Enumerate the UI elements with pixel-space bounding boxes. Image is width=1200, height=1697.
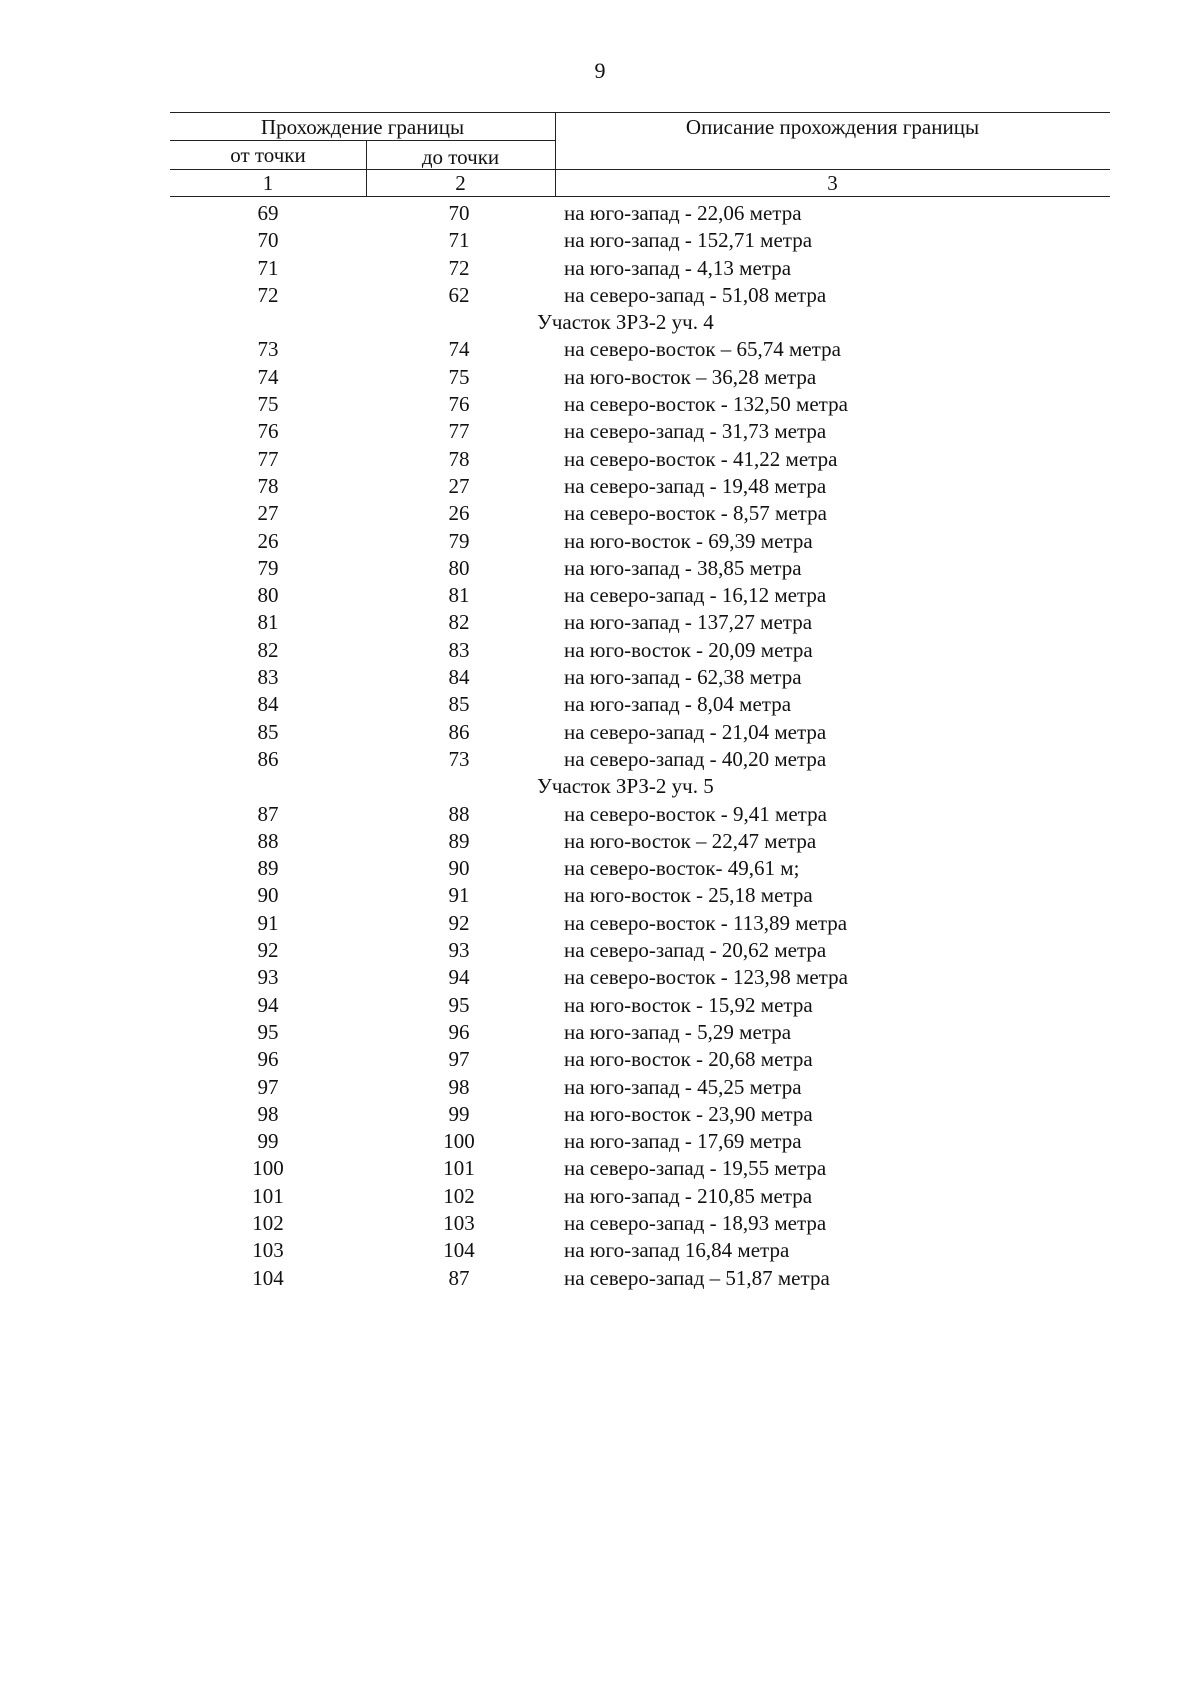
- boundary-description: на юго-запад - 152,71 метра: [564, 228, 813, 253]
- from-point: 88: [257, 828, 279, 853]
- from-point: 27: [257, 501, 279, 526]
- to-point: 89: [448, 828, 470, 853]
- boundary-description: на юго-запад 16,84 метра: [564, 1238, 790, 1263]
- table-row: [170, 1046, 1110, 1073]
- table-row: [170, 691, 1110, 718]
- boundary-description: на юго-восток - 69,39 метра: [564, 528, 813, 553]
- table-row: [170, 391, 1110, 418]
- boundary-description: на северо-запад - 19,48 метра: [564, 473, 827, 498]
- from-point: 84: [257, 692, 279, 717]
- table-row: [170, 992, 1110, 1019]
- header-col-number-1: 1: [262, 171, 274, 195]
- from-point: 85: [257, 719, 279, 744]
- table-row: [170, 1210, 1110, 1237]
- header-bottom-rule: [170, 196, 1110, 197]
- boundary-description: на юго-запад - 22,06 метра: [564, 201, 802, 225]
- to-point: 101: [443, 1156, 475, 1181]
- to-point: 99: [448, 1101, 470, 1126]
- to-point: 76: [448, 392, 470, 417]
- table-row: [170, 528, 1110, 555]
- boundary-description: на юго-восток - 20,68 метра: [564, 1047, 813, 1072]
- table-row: [170, 828, 1110, 855]
- table-row: [170, 855, 1110, 882]
- to-point: 85: [448, 692, 470, 717]
- boundary-description: на юго-восток - 25,18 метра: [564, 883, 813, 908]
- to-point: 86: [448, 719, 470, 744]
- boundary-description: на северо-запад - 16,12 метра: [564, 583, 827, 608]
- table-row: [170, 1074, 1110, 1101]
- boundary-description: на северо-запад - 51,08 метра: [564, 282, 827, 307]
- to-point: 103: [443, 1210, 475, 1235]
- table-body: [170, 200, 1110, 1292]
- boundary-description: на северо-запад - 21,04 метра: [564, 719, 827, 744]
- table-row: [170, 910, 1110, 937]
- to-point: 78: [448, 446, 470, 471]
- from-point: 99: [257, 1129, 279, 1154]
- to-point: 87: [448, 1265, 470, 1290]
- from-point: 74: [257, 364, 279, 389]
- table-row: [170, 801, 1110, 828]
- from-point: 80: [257, 583, 279, 608]
- section-title: Участок ЗРЗ-2 уч. 4: [537, 310, 714, 335]
- from-point: 83: [257, 665, 279, 690]
- table-row: [170, 1237, 1110, 1264]
- from-point: 93: [257, 965, 279, 990]
- boundary-description: на юго-запад - 38,85 метра: [564, 555, 802, 580]
- table-row: [170, 937, 1110, 964]
- table-row: [170, 227, 1110, 254]
- table-row: [170, 500, 1110, 527]
- boundary-description: на юго-запад - 62,38 метра: [564, 665, 802, 690]
- table-row: [170, 609, 1110, 636]
- table-row: [170, 282, 1110, 309]
- header-top-rule: [170, 112, 1110, 113]
- from-point: 104: [252, 1265, 284, 1290]
- from-point: 91: [257, 910, 279, 935]
- boundary-description: на северо-запад - 18,93 метра: [564, 1210, 827, 1235]
- to-point: 100: [443, 1129, 475, 1154]
- table-row: [170, 882, 1110, 909]
- page-number: 9: [594, 58, 606, 83]
- from-point: 98: [257, 1101, 279, 1126]
- from-point: 101: [252, 1183, 284, 1208]
- table-row: [170, 1265, 1110, 1292]
- boundary-description: на северо-запад - 31,73 метра: [564, 419, 827, 444]
- from-point: 90: [257, 883, 279, 908]
- header-desc-label: Описание прохождения границы: [685, 115, 980, 139]
- boundary-description: на юго-восток – 22,47 метра: [564, 828, 817, 853]
- boundary-description: на юго-запад - 137,27 метра: [564, 610, 813, 635]
- boundary-description: на северо-запад - 20,62 метра: [564, 938, 827, 963]
- to-point: 62: [448, 282, 470, 307]
- from-point: 92: [257, 938, 279, 963]
- to-point: 95: [448, 992, 470, 1017]
- table-row: [170, 1155, 1110, 1182]
- to-point: 96: [448, 1019, 470, 1044]
- table-row: [170, 364, 1110, 391]
- table-row: [170, 637, 1110, 664]
- table-row: [170, 200, 1110, 227]
- header-col-number-2: 2: [455, 171, 466, 195]
- to-point: 79: [448, 528, 470, 553]
- from-point: 70: [257, 228, 279, 253]
- from-point: 97: [257, 1074, 279, 1099]
- from-point: 26: [257, 528, 279, 553]
- table-row: [170, 418, 1110, 445]
- boundary-description: на северо-восток - 8,57 метра: [564, 501, 827, 526]
- to-point: 97: [448, 1047, 470, 1072]
- section-heading-row: [170, 309, 1110, 336]
- to-point: 83: [448, 637, 470, 662]
- table-header: [170, 112, 1110, 200]
- table-row: [170, 1128, 1110, 1155]
- from-point: 72: [257, 282, 279, 307]
- boundary-description: на северо-запад - 40,20 метра: [564, 746, 827, 771]
- from-point: 77: [257, 446, 279, 471]
- to-point: 27: [448, 473, 470, 498]
- header-from-label: от точки: [230, 143, 306, 167]
- to-point: 26: [448, 501, 470, 526]
- from-point: 89: [257, 856, 279, 881]
- from-point: 87: [257, 801, 279, 826]
- to-point: 82: [448, 610, 470, 635]
- from-point: 73: [257, 337, 279, 362]
- table-row: [170, 719, 1110, 746]
- table-row: [170, 1101, 1110, 1128]
- from-point: 96: [257, 1047, 279, 1072]
- header-to-label: до точки: [421, 145, 500, 169]
- table-row: [170, 664, 1110, 691]
- boundary-description: на северо-восток - 9,41 метра: [564, 801, 827, 826]
- from-point: 103: [252, 1238, 284, 1263]
- table-row: [170, 336, 1110, 363]
- to-point: 90: [448, 856, 470, 881]
- to-point: 92: [448, 910, 470, 935]
- boundary-description: на северо-восток - 132,50 метра: [564, 392, 848, 417]
- table-row: [170, 473, 1110, 500]
- header-sub-rule: [170, 140, 555, 141]
- from-point: 102: [252, 1210, 284, 1235]
- header-mid-rule: [170, 169, 1110, 170]
- boundary-description: на северо-запад – 51,87 метра: [564, 1265, 830, 1290]
- boundary-description: на северо-восток - 113,89 метра: [564, 910, 848, 935]
- from-point: 79: [257, 555, 279, 580]
- section-title: Участок ЗРЗ-2 уч. 5: [537, 774, 714, 799]
- to-point: 91: [448, 883, 470, 908]
- header-col-number-3: 3: [827, 171, 838, 195]
- to-point: 93: [448, 938, 470, 963]
- from-point: 69: [257, 201, 279, 225]
- from-point: 86: [257, 746, 279, 771]
- boundary-description: на северо-восток - 41,22 метра: [564, 446, 838, 471]
- table-row: [170, 1019, 1110, 1046]
- boundary-description: на юго-запад - 210,85 метра: [564, 1183, 813, 1208]
- to-point: 72: [448, 255, 470, 280]
- to-point: 70: [448, 201, 470, 225]
- to-point: 80: [448, 555, 470, 580]
- to-point: 75: [448, 364, 470, 389]
- boundary-description: на юго-запад - 45,25 метра: [564, 1074, 802, 1099]
- boundary-description: на юго-запад - 17,69 метра: [564, 1129, 802, 1154]
- to-point: 77: [448, 419, 470, 444]
- boundary-description: на юго-восток - 20,09 метра: [564, 637, 813, 662]
- boundary-table: [170, 112, 1110, 1292]
- boundary-description: на северо-запад - 19,55 метра: [564, 1156, 827, 1181]
- to-point: 104: [443, 1238, 475, 1263]
- boundary-description: на юго-запад - 8,04 метра: [564, 692, 792, 717]
- from-point: 78: [257, 473, 279, 498]
- from-point: 81: [257, 610, 279, 635]
- boundary-description: на северо-восток – 65,74 метра: [564, 337, 841, 362]
- to-point: 74: [448, 337, 470, 362]
- from-point: 94: [257, 992, 279, 1017]
- from-point: 100: [252, 1156, 284, 1181]
- to-point: 81: [448, 583, 470, 608]
- to-point: 102: [443, 1183, 475, 1208]
- to-point: 71: [448, 228, 470, 253]
- to-point: 73: [448, 746, 470, 771]
- boundary-description: на юго-запад - 5,29 метра: [564, 1019, 792, 1044]
- boundary-description: на юго-восток - 23,90 метра: [564, 1101, 813, 1126]
- from-point: 95: [257, 1019, 279, 1044]
- boundary-description: на юго-восток – 36,28 метра: [564, 364, 817, 389]
- to-point: 94: [448, 965, 470, 990]
- header-group-label: Прохождение границы: [260, 115, 465, 139]
- section-heading-row: [170, 773, 1110, 800]
- table-row: [170, 255, 1110, 282]
- from-point: 82: [257, 637, 279, 662]
- boundary-description: на юго-восток - 15,92 метра: [564, 992, 813, 1017]
- to-point: 88: [448, 801, 470, 826]
- from-point: 71: [257, 255, 279, 280]
- boundary-description: на северо-восток - 123,98 метра: [564, 965, 848, 990]
- table-row: [170, 1183, 1110, 1210]
- table-row: [170, 746, 1110, 773]
- table-row: [170, 582, 1110, 609]
- from-point: 76: [257, 419, 279, 444]
- boundary-description: на северо-восток- 49,61 м;: [564, 856, 800, 881]
- from-point: 75: [257, 392, 279, 417]
- to-point: 84: [448, 665, 470, 690]
- boundary-description: на юго-запад - 4,13 метра: [564, 255, 792, 280]
- table-row: [170, 446, 1110, 473]
- table-row: [170, 964, 1110, 991]
- table-row: [170, 555, 1110, 582]
- to-point: 98: [448, 1074, 470, 1099]
